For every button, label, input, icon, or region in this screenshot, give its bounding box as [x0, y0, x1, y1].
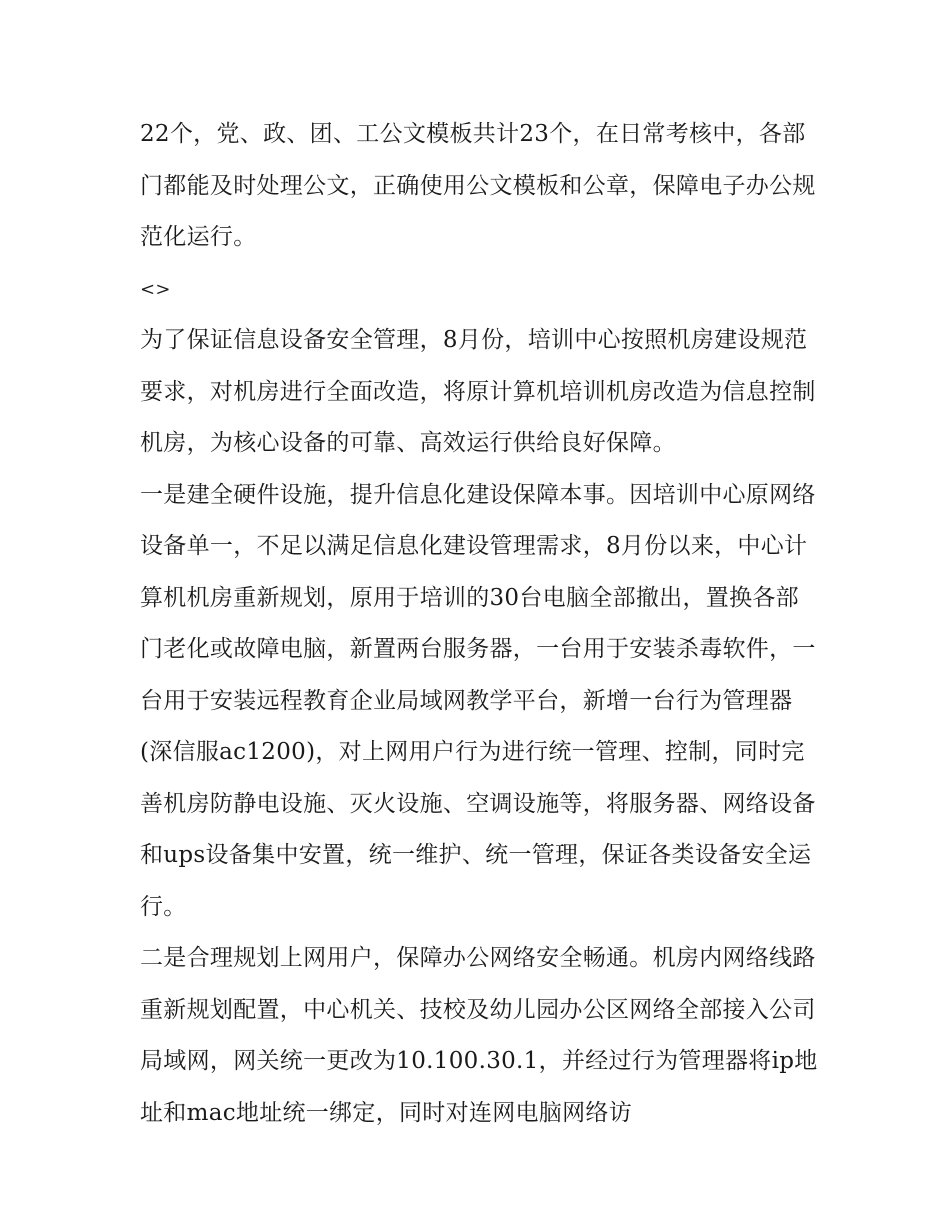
section-marker: <>: [140, 278, 171, 300]
paragraph-template-summary: 22个，党、政、团、工公文模板共计23个，在日常考核中，各部门都能及时处理公文，正确使用公文模板和公章，保障电子办公规范化运行。: [140, 121, 816, 250]
paragraph-network-users: 二是合理规划上网用户，保障办公网络安全畅通。机房内网络线路重新规划配置，中心机关、技校及幼儿园办公区网络全部接入公司局域网，网关统一更改为10.100.30.1，并经过行为管理器将ip地址和mac地址统一绑定，同时对连网电脑网络访: [140, 945, 818, 1126]
document-body: [140, 109, 820, 1139]
paragraph-machine-room-intro: 为了保证信息设备安全管理，8月份，培训中心按照机房建设规范要求，对机房进行全面改造，将原计算机培训机房改造为信息控制机房，为核心设备的可靠、高效运行供给良好保障。: [140, 327, 816, 456]
paragraph-hardware: 一是建全硬件设施，提升信息化建设保障本事。因培训中心原网络设备单一，不足以满足信息化建设管理需求，8月份以来，中心计算机机房重新规划，原用于培训的30台电脑全部撤出，置换各部门老化或故障电脑，新置两台服务器，一台用于安装杀毒软件，一台用于安装远程教育企业局域网教学平台，新增一台行为管理器(深信服ac1200)，对上网用户行为进行统一管理、控制，同时完善机房防静电设施、灭火设施、空调设施等，将服务器、网络设备和ups设备集中安置，统一维护、统一管理，保证各类设备安全运行。: [140, 481, 816, 920]
